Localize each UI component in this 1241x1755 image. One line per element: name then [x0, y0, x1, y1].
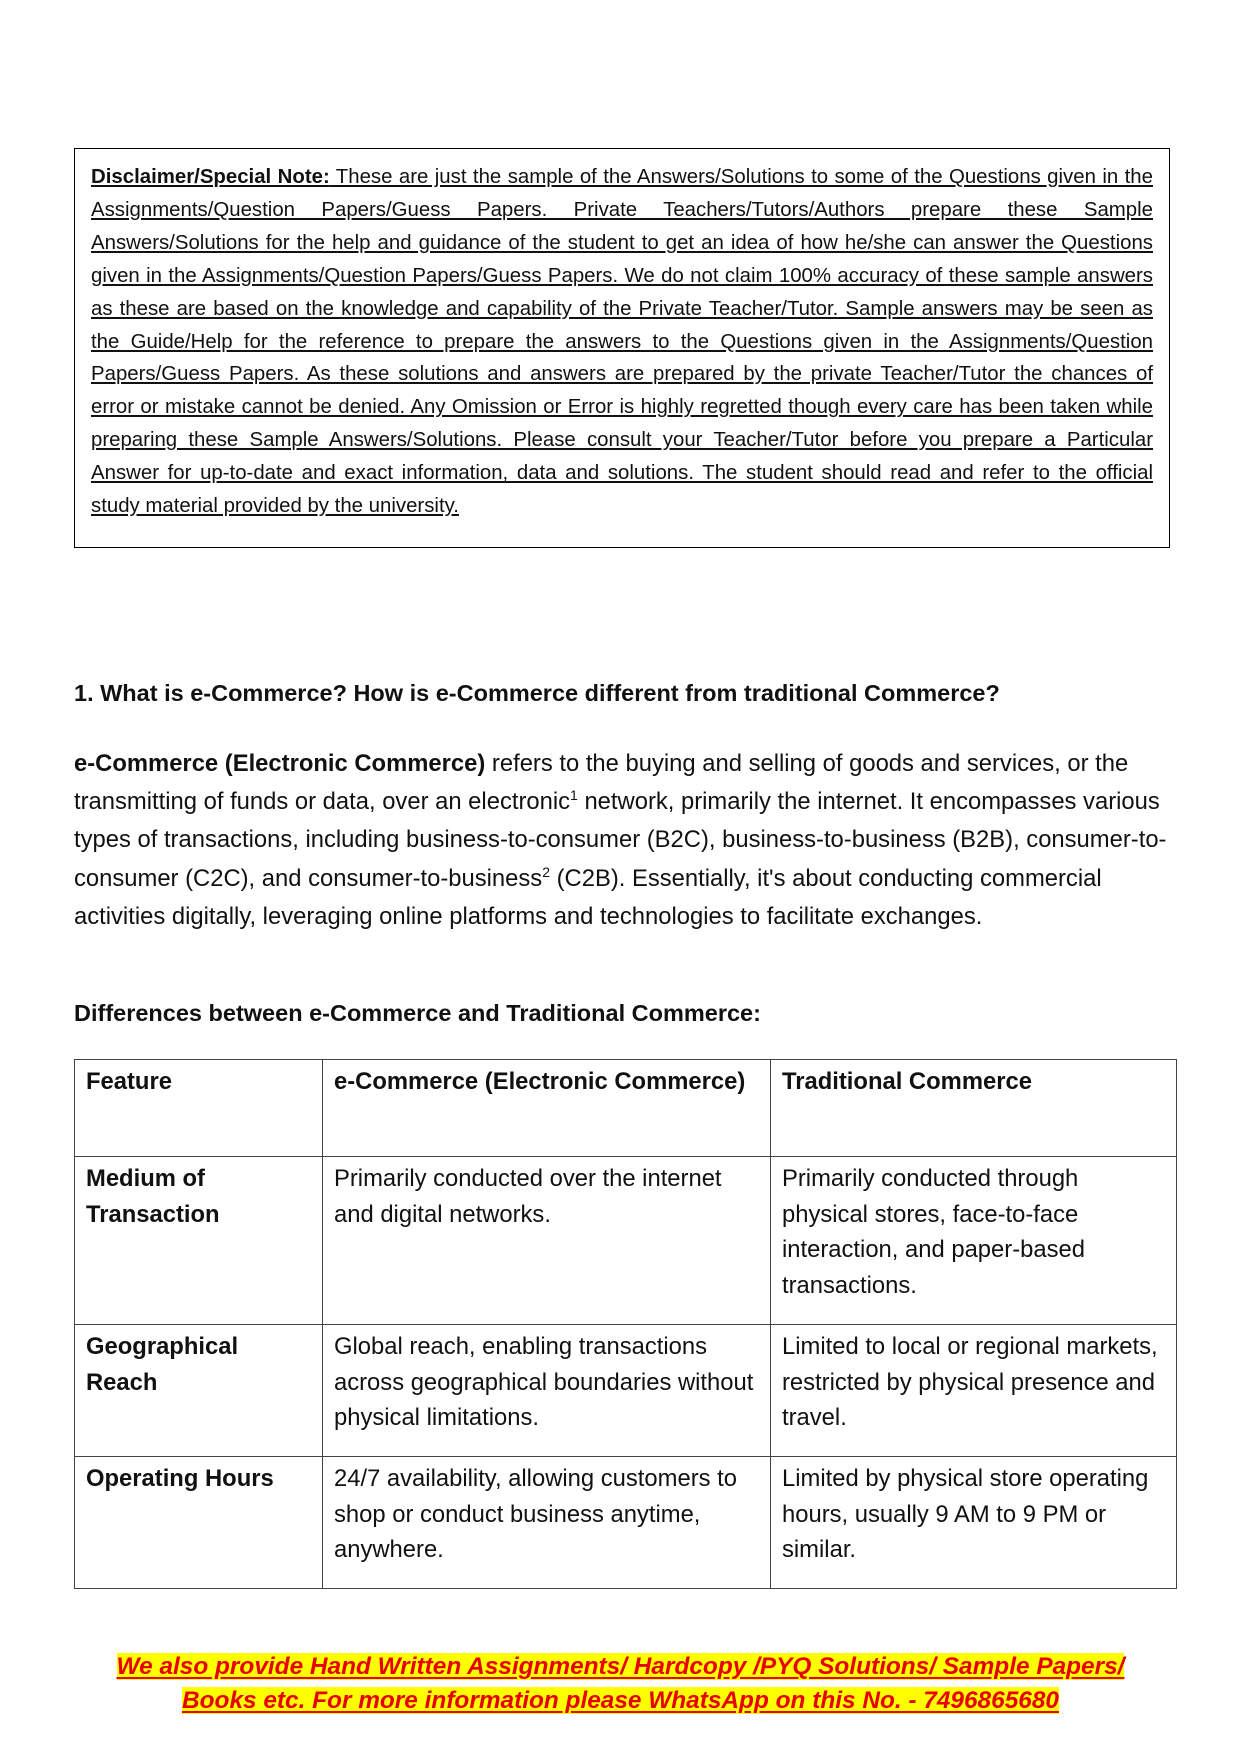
intro-part-3: (C2B). Essentially, it's about conducting commercial activities digitally, leveraging online platforms and technologies to facilitate exchanges. — [74, 864, 1102, 930]
header-ecommerce: e-Commerce (Electronic Commerce) — [323, 1060, 771, 1157]
disclaimer-label: Disclaimer/Special Note: — [91, 166, 330, 188]
disclaimer-body: These are just the sample of the Answers/Solutions to some of the Questions given in the Assignments/Question Papers/Guess Papers. Private Teachers/Tutors/Authors prepare these Sample Answers/Solutions for the help and guidance of the student to get an idea of how he/she can answer the Questions given in the Assignments/Question Papers/Guess Papers. We do not claim 100% accuracy of these sample answers as these are based on the knowledge and capability of the Private Teacher/Tutor. Sample answers may be seen as the Guide/Help for the reference to prepare the answers to the Questions given in the Assignments/Question Papers/Guess Papers. As these solutions and answers are prepared by the private Teacher/Tutor the chances of error or mistake cannot be denied. Any Omission or Error is highly regretted though every care has been taken while preparing these Sample Answers/Solutions. Please consult your Teacher/Tutor before you prepare a Particular Answer for up-to-date and exact information, data and solutions. The student should read and refer to the official study material provided by the university. — [91, 166, 1153, 518]
intro-part-1: refers to the buying and selling of goods and services, or the transmitting of funds or data, over an electronic — [74, 750, 1129, 816]
promo-line-1: We also provide Hand Written Assignments/ Hardcopy /PYQ Solutions/ Sample Papers/ — [116, 1653, 1125, 1680]
row-traditional: Primarily conducted through physical stores, face-to-face interaction, and paper-based transactions. — [771, 1157, 1177, 1325]
header-feature: Feature — [75, 1060, 323, 1157]
intro-term: e-Commerce (Electronic Commerce) — [74, 750, 486, 777]
row-traditional: Limited by physical store operating hours, usually 9 AM to 9 PM or similar. — [771, 1457, 1177, 1589]
comparison-table — [74, 1059, 1177, 1589]
header-traditional: Traditional Commerce — [771, 1060, 1177, 1157]
differences-heading: Differences between e-Commerce and Traditional Commerce: — [74, 1000, 761, 1026]
row-feature: Operating Hours — [75, 1457, 323, 1589]
intro-part-2: network, primarily the internet. It encompasses various types of transactions, including business-to-consumer (B2C), business-to-business (B2B), consumer-to-consumer (C2C), and consumer-to-business — [74, 788, 1167, 892]
footnote-ref-2[interactable]: 2 — [542, 863, 550, 880]
row-feature: Medium of Transaction — [75, 1157, 323, 1325]
promo-line-2[interactable]: Books etc. For more information please WhatsApp on this No. - 7496865680 — [182, 1687, 1059, 1714]
disclaimer-text — [91, 161, 1153, 523]
question-heading: 1. What is e-Commerce? How is e-Commerce different from traditional Commerce? — [74, 680, 1000, 706]
table-row — [75, 1457, 1177, 1589]
promo-footer — [0, 1650, 1241, 1718]
row-ecommerce: Primarily conducted over the internet and digital networks. — [323, 1157, 771, 1325]
table-row — [75, 1325, 1177, 1457]
row-ecommerce: Global reach, enabling transactions across geographical boundaries without physical limitations. — [323, 1325, 771, 1457]
disclaimer-box — [74, 148, 1170, 548]
intro-paragraph — [74, 745, 1178, 936]
row-traditional: Limited to local or regional markets, restricted by physical presence and travel. — [771, 1325, 1177, 1457]
row-feature: Geographical Reach — [75, 1325, 323, 1457]
row-ecommerce: 24/7 availability, allowing customers to shop or conduct business anytime, anywhere. — [323, 1457, 771, 1589]
footnote-ref-1[interactable]: 1 — [570, 787, 578, 804]
table-header-row — [75, 1060, 1177, 1157]
table-row — [75, 1157, 1177, 1325]
